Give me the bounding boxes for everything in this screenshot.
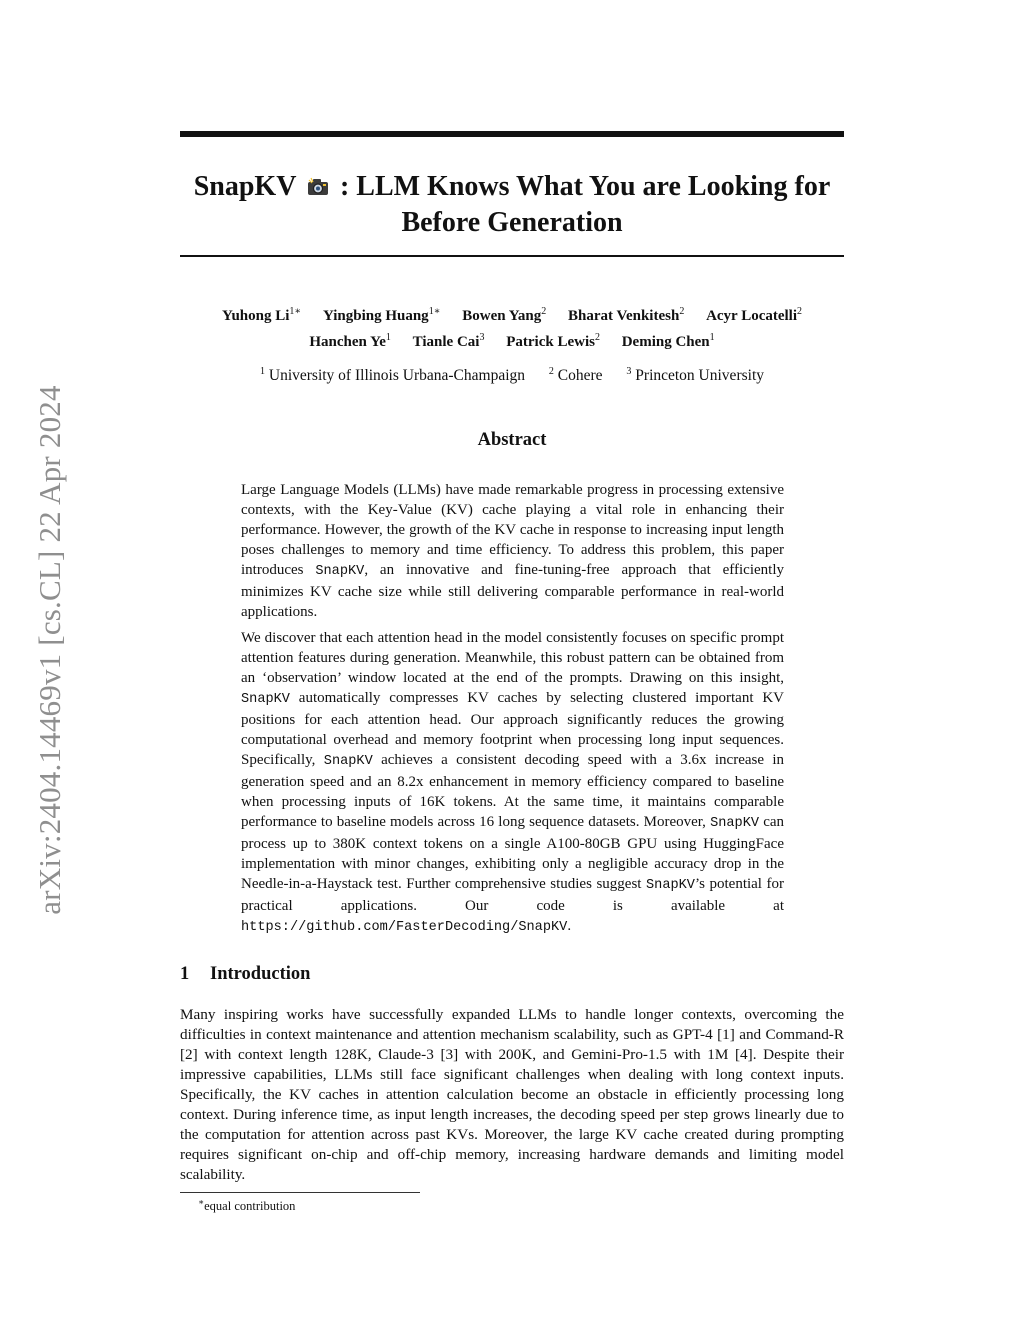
introduction-paragraph: Many inspiring works have successfully expanded LLMs to handle longer contexts, overcoming the difficulties in context maintenance and attention mechanism scalability, such as GPT-4 [1] and Command-R [2] with context length 128K, Claude-3 [3] with 200K, and Gemini-Pro-1.5 with 1M [4]. Despite their impressive capabilities, LLMs still face significant challenges when dealing with long context inputs. Specifically, the KV caches in attention calculation become an obstacle in efficiently processing long context. During inference time, as input length increases, the decoding speed per step grows linearly due to the computation for attention across past KVs. Moreover, the large KV cache created during prompting requires significant on-chip and off-chip memory, increasing hardware demands and limiting model scalability. [180,1006,844,1183]
author-list [180,301,844,353]
footnote: ∗equal contribution [198,1197,296,1214]
author: Deming Chen$^1$ [621,332,715,350]
author: Bowen Yang$^2$ [462,306,547,324]
camera-icon [307,172,329,206]
system-name: SnapKV [323,754,373,769]
title-bottom-rule [180,255,844,257]
section-title: Introduction [210,964,311,984]
abstract-paragraph: We discover that each attention head in the model consistently focuses on specific prompt attention features during generation. Meanwhile, this robust pattern can be obtained from an ‘observation’ window located at the end of the prompts. Drawing on this insight, SnapKV automatically compresses KV caches by selecting clustered important KV positions for each attention head. Our approach significantly reduces the growing computational overhead and memory footprint when processing long input sequences. Specifically, SnapKV achieves a consistent decoding speed with a 3.6x increase in generation speed and an 8.2x enhancement in memory efficiency compared to baseline when processing inputs of 16K tokens. At the same time, it maintains comparable performance to baseline models across 16 long sequence datasets. Moreover, SnapKV can process up to 380K context tokens on a single A100-80GB GPU using HuggingFace implementation with minor changes, exhibiting only a negligible accuracy drop in the Needle-in-a-Haystack test. Further comprehensive studies suggest SnapKV’s potential for practical applications. Our code is available at https://github.com/FasterDecoding/SnapKV. [241,630,785,935]
abstract-heading: Abstract [477,430,547,450]
system-name: SnapKV [241,692,290,707]
title-subtitle: : LLM Knows What You are Looking for [339,171,831,202]
abstract-paragraph: Large Language Models (LLMs) have made remarkable progress in processing extensive contexts, with the Key-Value (KV) cache playing a vital role in enhancing their performance. However, the growth of the KV cache in response to increasing input length poses challenges to memory and time efficiency. To address this problem, this paper introduces SnapKV, an innovative and fine-tuning-free approach that efficiently minimizes KV cache size while still delivering comparable performance in real-world applications. [241,482,784,620]
author: Hanchen Ye$^1$ [309,332,391,350]
title-top-rule [180,131,844,137]
title-line-two: Before Generation [401,207,623,238]
author: Tianle Cai$^3$ [412,332,485,350]
title-system-name: SnapKV [193,171,296,202]
affiliation-list [180,361,844,386]
author: Yuhong $Li^{1∗}$ [221,306,302,324]
author: Acyr Locatelli$^2$ [706,306,803,324]
introduction-body [180,1005,844,1185]
affiliation: $^1$ University of Illinois Urbana-Champaign [260,366,526,385]
author: Patrick Lewis$^2$ [506,332,600,350]
section-heading-introduction [180,964,310,985]
author: Bharat Venkitesh$^2$ [568,306,685,324]
system-name: SnapKV [710,816,760,831]
affiliation: $^3$ Princeton University [626,366,764,385]
footnote-rule [180,1192,420,1193]
author: Yingbing Huang$^{1∗}$ [322,306,441,324]
system-name: SnapKV [315,564,365,579]
arxiv-identifier-stamp: arXiv:2404.14469v1 [cs.CL] 22 Apr 2024 [32,385,67,915]
code-link[interactable]: https://github.com/FasterDecoding/SnapKV [241,920,568,935]
section-number: 1 [180,964,190,984]
paper-title [180,170,844,240]
abstract-body [241,480,784,944]
system-name: SnapKV [646,878,695,893]
affiliation: $^2$ Cohere [548,366,603,385]
